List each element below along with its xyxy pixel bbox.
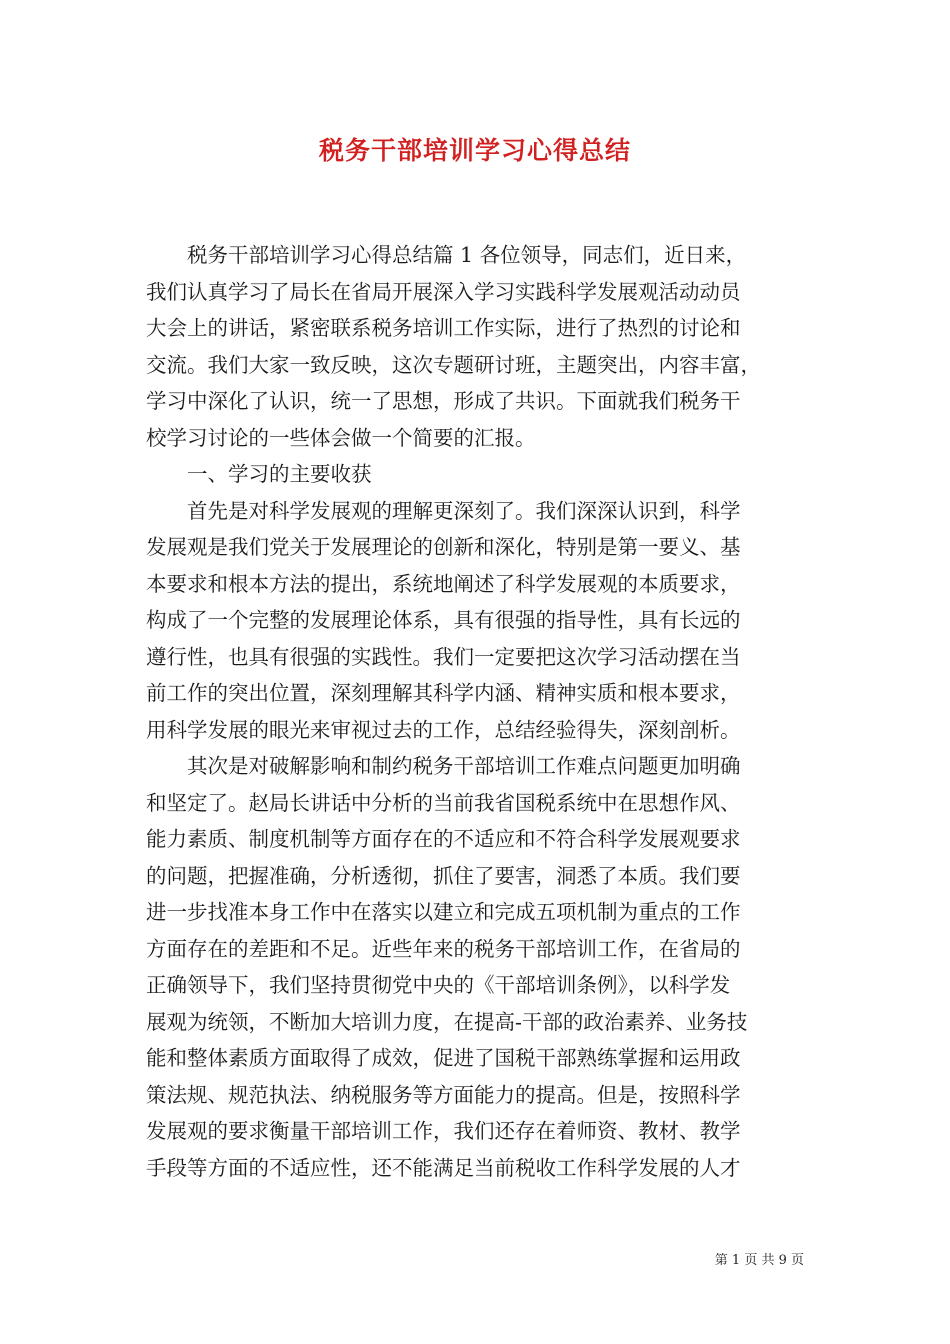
body-line: 用科学发展的眼光来审视过去的工作，总结经验得失，深刻剖析。 [146,717,741,742]
body-line: 本要求和根本方法的提出，系统地阐述了科学发展观的本质要求， [146,571,741,596]
body-line: 展观为统领，不断加大培训力度，在提高-干部的政治素养、业务技 [146,1009,748,1034]
body-line: 能力素质、制度机制等方面存在的不适应和不符合科学发展观要求 [146,827,741,851]
body-line: 遵行性，也具有很强的实践性。我们一定要把这次学习活动摆在当 [146,644,741,669]
page-number: 第 1 页 共 9 页 [714,1253,804,1268]
body-line: 进一步找准本身工作中在落实以建立和完成五项机制为重点的工作 [146,900,741,924]
body-line: 学习中深化了认识，统一了思想，形成了共识。下面就我们税务干 [146,389,741,413]
body-line: 和坚定了。赵局长讲话中分析的当前我省国税系统中在思想作风、 [146,790,741,815]
document-body [146,237,808,1186]
document-title: 税务干部培训学习心得总结 [318,136,631,165]
body-line: 策法规、规范执法、纳税服务等方面能力的提高。但是，按照科学 [146,1082,741,1107]
body-line: 其次是对破解影响和制约税务干部培训工作难点问题更加明确 [146,754,741,778]
body-line: 正确领导下，我们坚持贯彻党中央的《干部培训条例》，以科学发 [146,973,731,997]
body-line: 发展观的要求衡量干部培训工作，我们还存在着师资、教材、教学 [146,1119,741,1143]
body-line: 税务干部培训学习心得总结篇 1 各位领导，同志们，近日来， [146,243,747,267]
body-line: 构成了一个完整的发展理论体系，具有很强的指导性，具有长远的 [146,608,741,632]
body-line: 校学习讨论的一些体会做一个简要的汇报。 [146,425,536,450]
body-line: 的问题，把握准确，分析透彻，抓住了要害，洞悉了本质。我们要 [146,863,741,888]
body-line: 我们认真学习了局长在省局开展深入学习实践科学发展观活动动员 [146,279,741,304]
body-line: 交流。我们大家一致反映，这次专题研讨班，主题突出，内容丰富， [146,352,761,377]
body-line: 方面存在的差距和不足。近些年来的税务干部培训工作，在省局的 [146,936,741,961]
section-heading: 一、学习的主要收获 [146,462,372,486]
body-line: 手段等方面的不适应性，还不能满足当前税收工作科学发展的人才 [146,1155,741,1180]
body-line: 能和整体素质方面取得了成效，促进了国税干部熟练掌握和运用政 [146,1046,741,1070]
body-line: 首先是对科学发展观的理解更深刻了。我们深深认识到，科学 [146,498,741,523]
body-line: 发展观是我们党关于发展理论的创新和深化，特别是第一要义、基 [146,535,741,559]
body-line: 前工作的突出位置，深刻理解其科学内涵、精神实质和根本要求， [146,681,741,705]
body-line: 大会上的讲话，紧密联系税务培训工作实际，进行了热烈的讨论和 [146,316,741,340]
